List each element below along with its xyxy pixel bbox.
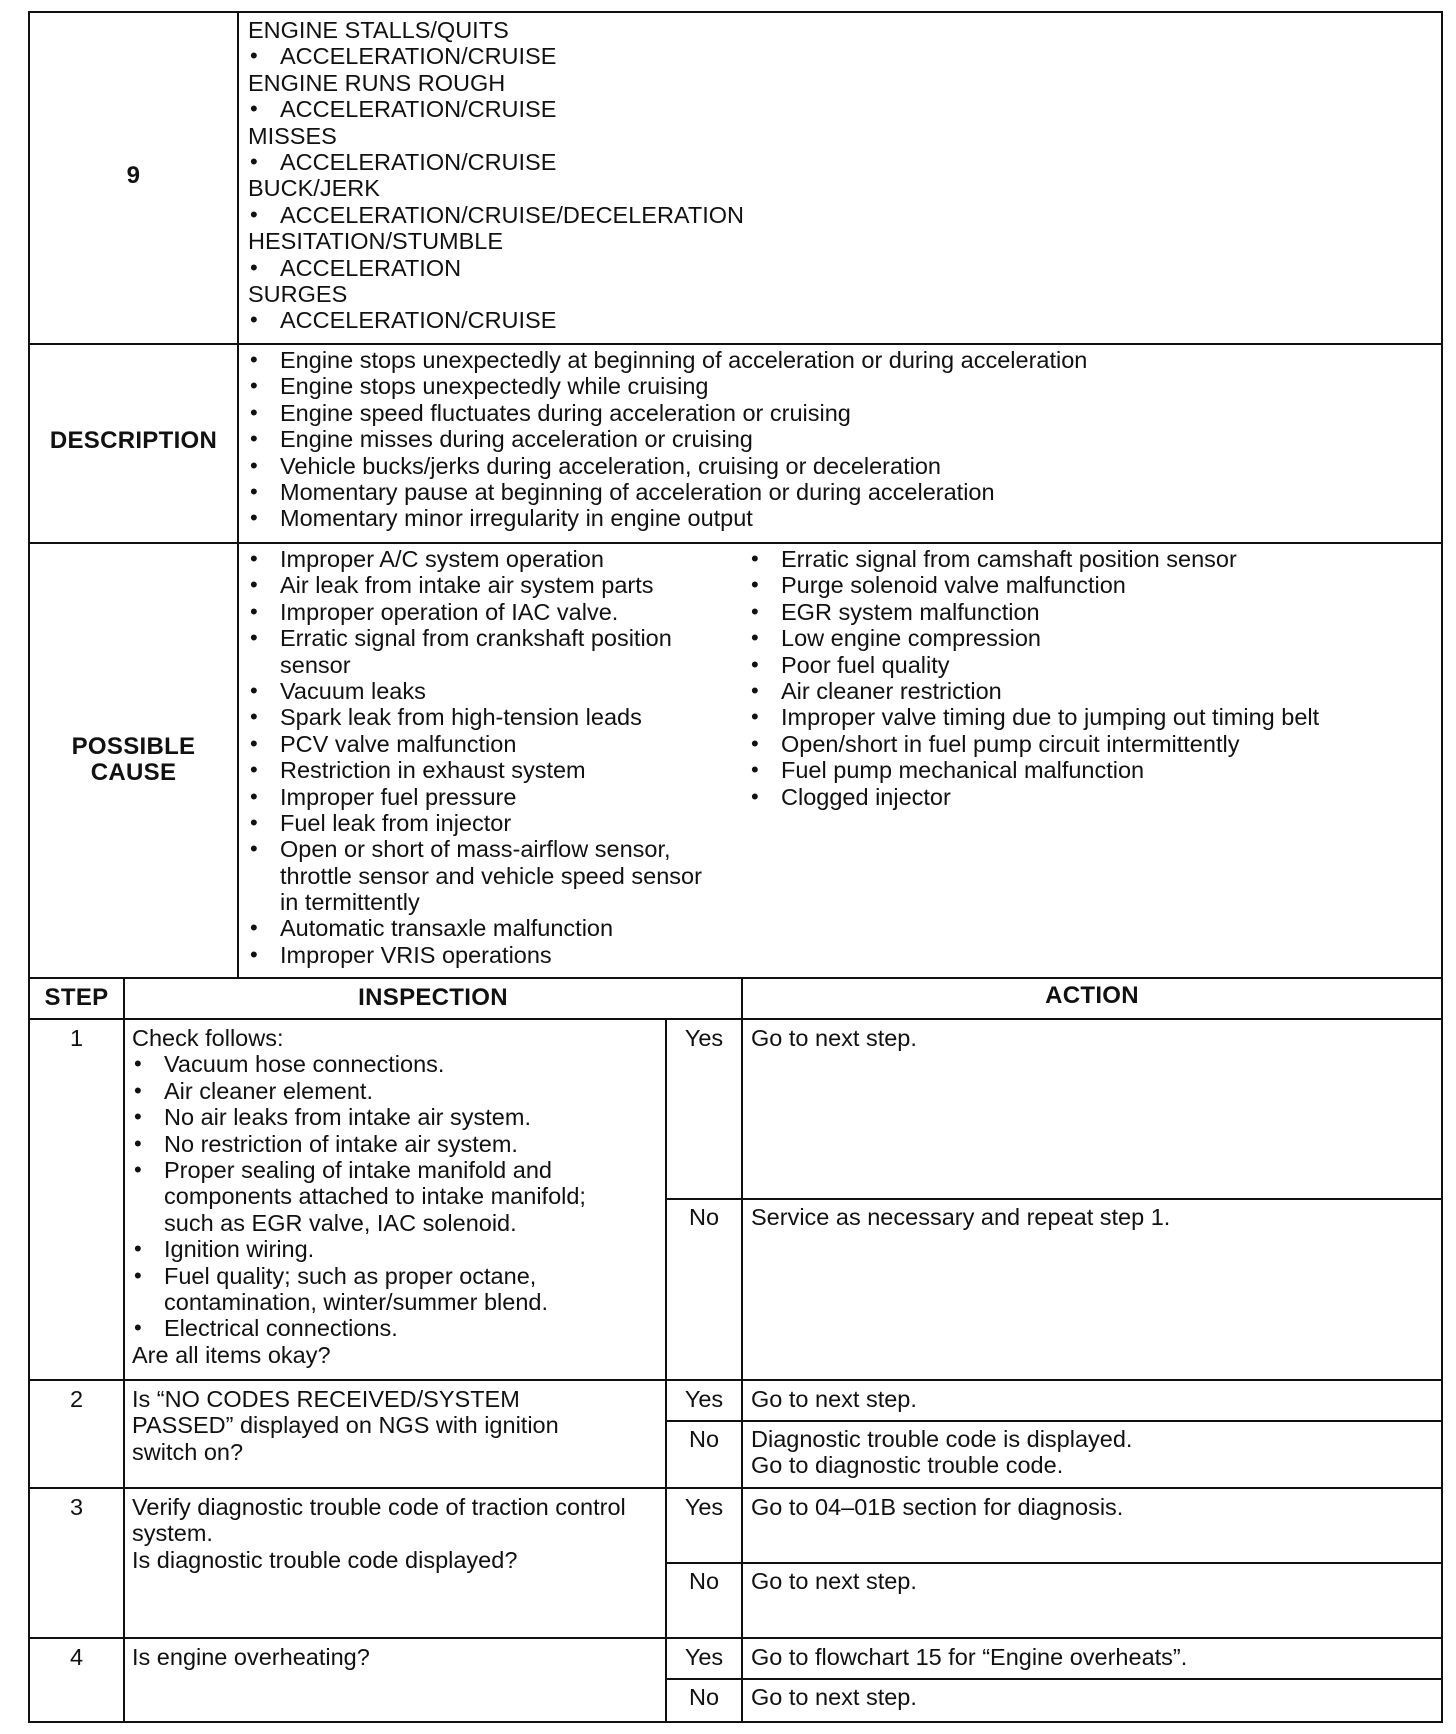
possible-cause-label-line2: CAUSE bbox=[90, 759, 177, 786]
no-label: No bbox=[688, 1684, 720, 1710]
cause-item: in termittently bbox=[280, 889, 420, 916]
action-column-divider bbox=[741, 977, 743, 1723]
symptom-line: HESITATION/STUMBLE bbox=[248, 228, 504, 255]
description-item: • Engine stops unexpectedly at beginning of acceleration or during acceleration bbox=[248, 347, 1428, 373]
yes-label: Yes bbox=[684, 1025, 724, 1051]
possible-cause-list-right bbox=[749, 546, 1439, 810]
inspection-line: • Electrical connections. bbox=[132, 1315, 662, 1341]
symptom-line: • ACCELERATION/CRUISE bbox=[248, 96, 1428, 122]
no-action: Go to next step. bbox=[751, 1568, 917, 1594]
possible-cause-label-line1: POSSIBLE bbox=[71, 733, 196, 760]
inspection-line: such as EGR valve, IAC solenoid. bbox=[164, 1209, 517, 1236]
description-item: • Engine misses during acceleration or cruising bbox=[248, 426, 1428, 452]
cause-item: • Spark leak from high-tension leads bbox=[248, 704, 748, 730]
inspection-line: • Fuel quality; such as proper octane, bbox=[132, 1263, 662, 1289]
inspection-line: Are all items okay? bbox=[132, 1341, 331, 1368]
divider-symptom-description bbox=[28, 343, 1443, 345]
header-action: ACTION bbox=[1045, 982, 1139, 1009]
no-label: No bbox=[688, 1568, 720, 1594]
step-number: 3 bbox=[69, 1494, 84, 1520]
symptom-line: MISSES bbox=[248, 122, 337, 149]
inspection-line: • Ignition wiring. bbox=[132, 1236, 662, 1262]
step-number: 4 bbox=[69, 1644, 84, 1670]
symptom-number: 9 bbox=[126, 162, 141, 189]
step2-yes-no-divider bbox=[665, 1420, 1443, 1422]
outer-border-right bbox=[1441, 11, 1443, 1723]
symptom-line: BUCK/JERK bbox=[248, 175, 380, 202]
cause-item: • Purge solenoid valve malfunction bbox=[749, 572, 1439, 598]
inspection-line: Is diagnostic trouble code displayed? bbox=[132, 1546, 518, 1573]
step-inspection bbox=[132, 1025, 662, 1368]
description-item: • Momentary minor irregularity in engine output bbox=[248, 505, 1428, 531]
symptom-line: ENGINE STALLS/QUITS bbox=[248, 17, 509, 43]
header-inspection: INSPECTION bbox=[358, 984, 508, 1011]
description-item: • Momentary pause at beginning of acceleration or during acceleration bbox=[248, 479, 1428, 505]
yes-action: Go to next step. bbox=[751, 1025, 917, 1051]
description-item: • Vehicle bucks/jerks during acceleration, cruising or deceleration bbox=[248, 453, 1428, 479]
divider-step1-step2 bbox=[28, 1379, 1443, 1381]
inspection-line: switch on? bbox=[132, 1438, 244, 1465]
inspection-line: Is engine overheating? bbox=[132, 1644, 370, 1670]
symptom-line: ENGINE RUNS ROUGH bbox=[248, 69, 506, 96]
step4-yes-no-divider bbox=[665, 1678, 1443, 1680]
symptom-line: SURGES bbox=[248, 280, 348, 307]
yes-label: Yes bbox=[684, 1644, 724, 1670]
divider-header-steps bbox=[28, 1018, 1443, 1020]
inspection-line: • No air leaks from intake air system. bbox=[132, 1104, 662, 1130]
header-step: STEP bbox=[44, 984, 109, 1011]
cause-item: • Erratic signal from camshaft position sensor bbox=[749, 546, 1439, 572]
cause-item: • Improper operation of IAC valve. bbox=[248, 599, 748, 625]
cause-item: • Open or short of mass-airflow sensor, bbox=[248, 836, 748, 862]
step1-yes-no-divider bbox=[665, 1198, 1443, 1200]
no-action: Go to diagnostic trouble code. bbox=[751, 1452, 1064, 1479]
inspection-line: • Vacuum hose connections. bbox=[132, 1051, 662, 1077]
no-label: No bbox=[688, 1426, 720, 1452]
cause-item: • Low engine compression bbox=[749, 625, 1439, 651]
yesno-column-divider bbox=[665, 1020, 667, 1723]
cause-item: • Improper A/C system operation bbox=[248, 546, 748, 572]
inspection-line: Is “NO CODES RECEIVED/SYSTEM bbox=[132, 1386, 520, 1412]
cause-item: • Improper fuel pressure bbox=[248, 784, 748, 810]
outer-border-top bbox=[28, 11, 1443, 13]
cause-item: • Air cleaner restriction bbox=[749, 678, 1439, 704]
symptom-line: • ACCELERATION/CRUISE/DECELERATION bbox=[248, 202, 1428, 228]
cause-item: • PCV valve malfunction bbox=[248, 731, 748, 757]
inspection-line: • No restriction of intake air system. bbox=[132, 1131, 662, 1157]
symptom-list bbox=[248, 17, 1428, 334]
yes-action: Go to 04–01B section for diagnosis. bbox=[751, 1494, 1124, 1520]
cause-item: • Clogged injector bbox=[749, 784, 1439, 810]
divider-description-cause bbox=[28, 542, 1443, 544]
no-action: Service as necessary and repeat step 1. bbox=[751, 1204, 1171, 1230]
symptom-line: • ACCELERATION bbox=[248, 255, 1428, 281]
inspection-line: Verify diagnostic trouble code of traction control bbox=[132, 1494, 626, 1520]
cause-item: throttle sensor and vehicle speed sensor bbox=[280, 862, 702, 889]
symptom-line: • ACCELERATION/CRUISE bbox=[248, 307, 1428, 333]
yes-action: Go to next step. bbox=[751, 1386, 917, 1412]
divider-step2-step3 bbox=[28, 1487, 1443, 1489]
inspection-line: PASSED” displayed on NGS with ignition bbox=[132, 1412, 559, 1439]
step-number: 2 bbox=[69, 1386, 84, 1412]
step-inspection bbox=[132, 1494, 662, 1573]
cause-item: • Fuel pump mechanical malfunction bbox=[749, 757, 1439, 783]
cause-item: • Restriction in exhaust system bbox=[248, 757, 748, 783]
inspection-line: Check follows: bbox=[132, 1025, 284, 1051]
inspection-line: • Proper sealing of intake manifold and bbox=[132, 1157, 662, 1183]
description-item: • Engine stops unexpectedly while cruising bbox=[248, 373, 1428, 399]
no-action: Go to next step. bbox=[751, 1684, 917, 1710]
inspection-line: system. bbox=[132, 1520, 213, 1547]
step-inspection bbox=[132, 1386, 662, 1465]
description-label: DESCRIPTION bbox=[49, 427, 218, 454]
cause-item: • Air leak from intake air system parts bbox=[248, 572, 748, 598]
cause-item: • Poor fuel quality bbox=[749, 652, 1439, 678]
step-inspection bbox=[132, 1644, 662, 1670]
step-number: 1 bbox=[69, 1025, 84, 1051]
cause-item: • Automatic transaxle malfunction bbox=[248, 915, 748, 941]
step3-yes-no-divider bbox=[665, 1562, 1443, 1564]
yes-label: Yes bbox=[684, 1494, 724, 1520]
cause-item: sensor bbox=[280, 651, 351, 678]
yes-action: Go to flowchart 15 for “Engine overheats”. bbox=[751, 1644, 1188, 1670]
symptom-line: • ACCELERATION/CRUISE bbox=[248, 43, 1428, 69]
possible-cause-list-left bbox=[248, 546, 748, 968]
yes-label: Yes bbox=[684, 1386, 724, 1412]
description-list bbox=[248, 347, 1428, 532]
divider-step3-step4 bbox=[28, 1637, 1443, 1639]
outer-border-left bbox=[28, 11, 30, 1723]
inspection-line: contamination, winter/summer blend. bbox=[164, 1288, 549, 1315]
outer-border-bottom bbox=[28, 1721, 1443, 1723]
symptom-line: • ACCELERATION/CRUISE bbox=[248, 149, 1428, 175]
no-label: No bbox=[688, 1204, 720, 1230]
cause-item: • Vacuum leaks bbox=[248, 678, 748, 704]
cause-item: • Open/short in fuel pump circuit intermittently bbox=[749, 731, 1439, 757]
no-action: Diagnostic trouble code is displayed. bbox=[751, 1426, 1133, 1452]
description-item: • Engine speed fluctuates during acceleration or cruising bbox=[248, 400, 1428, 426]
cause-item: • EGR system malfunction bbox=[749, 599, 1439, 625]
cause-item: • Improper VRIS operations bbox=[248, 942, 748, 968]
cause-item: • Erratic signal from crankshaft position bbox=[248, 625, 748, 651]
cause-item: • Fuel leak from injector bbox=[248, 810, 748, 836]
upper-label-divider bbox=[237, 11, 239, 978]
step-column-divider bbox=[123, 977, 125, 1723]
divider-cause-header bbox=[28, 977, 1443, 979]
cause-item: • Improper valve timing due to jumping out timing belt bbox=[749, 704, 1439, 730]
inspection-line: • Air cleaner element. bbox=[132, 1078, 662, 1104]
inspection-line: components attached to intake manifold; bbox=[164, 1183, 586, 1210]
